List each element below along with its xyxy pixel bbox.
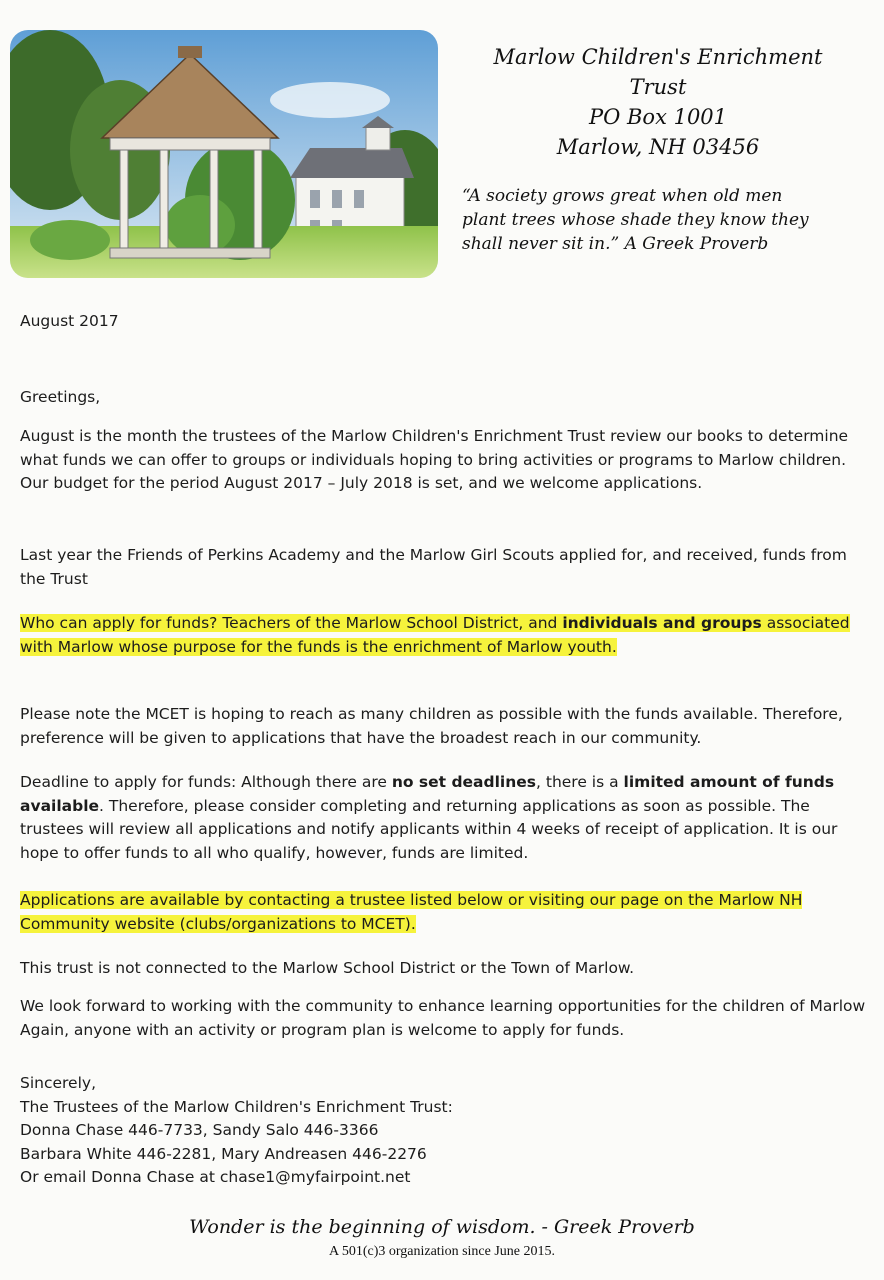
paragraph-preference: Please note the MCET is hoping to reach as many children as possible with the funds available. Therefore, preference will be given to applications that have the broadest reach in our community.	[20, 705, 843, 747]
deadline-emphasis-no-deadline: no set deadlines	[391, 773, 537, 791]
organization-header	[448, 42, 868, 162]
signature-email: Or email Donna Chase at chase1@myfairpoint.net	[20, 1168, 411, 1186]
deadline-text-e: . Therefore, please consider completing and returning applications as soon as possible. The trustees will review all applications and notify applicants within 4 weeks of receipt of application. It is our hope to offer funds to all who qualify, however, funds are limited.	[20, 796, 838, 862]
paragraph-intro: August is the month the trustees of the Marlow Children's Enrichment Trust review our books to determine what funds we can offer to groups or individuals hoping to bring activities or programs to Marlow children. Our budget for the period August 2017 – July 2018 is set, and we welcome applications.	[20, 427, 849, 492]
deadline-text-c: , there is a	[536, 773, 624, 791]
who-can-apply-text-end: associated with Marlow whose purpose for the funds is the enrichment of Marlow youth.	[20, 614, 850, 656]
deadline-text-a: Deadline to apply for funds: Although there are	[20, 773, 392, 791]
footer-motto: Wonder is the beginning of wisdom. - Greek Proverb	[189, 1216, 695, 1238]
header-quote	[462, 184, 872, 256]
paragraph-deadline	[20, 771, 870, 865]
org-name-line2: Trust	[629, 75, 687, 99]
signature-closing: Sincerely,	[20, 1074, 97, 1092]
who-can-apply-emphasis: individuals and groups	[562, 614, 762, 632]
letter-date: August 2017	[20, 312, 119, 330]
paragraph-who-can-apply	[20, 612, 870, 659]
signature-contacts-2: Barbara White 446-2281, Mary Andreasen 446-2276	[20, 1144, 427, 1163]
signature-contacts-1: Donna Chase 446-7733, Sandy Salo 446-3366	[20, 1121, 379, 1139]
paragraph-not-connected: This trust is not connected to the Marlow School District or the Town of Marlow.	[20, 959, 635, 977]
address-line2: Marlow, NH 03456	[556, 135, 760, 159]
paragraph-applications	[20, 889, 870, 936]
quote-line1: “A society grows great when old men	[462, 186, 783, 206]
applications-highlight: Applications are available by contacting a trustee listed below or visiting our page on the Marlow NH Community website (clubs/organizations to MCET).	[20, 891, 803, 933]
quote-line3: shall never sit in.” A Greek Proverb	[462, 234, 769, 254]
paragraph-last-year: Last year the Friends of Perkins Academy and the Marlow Girl Scouts applied for, and received, funds from the Trust	[20, 546, 847, 588]
who-can-apply-text: Who can apply for funds? Teachers of the Marlow School District, and	[20, 614, 563, 632]
footer-note: A 501(c)3 organization since June 2015.	[328, 1244, 556, 1259]
paragraph-closing: We look forward to working with the community to enhance learning opportunities for the children of Marlow Again, anyone with an activity or program plan is welcome to apply for funds.	[20, 997, 866, 1039]
org-name-line1: Marlow Children's Enrichment	[493, 45, 823, 69]
gazebo-illustration	[10, 30, 438, 278]
signature-block	[20, 1072, 870, 1190]
deadline-emphasis-limited-funds: limited amount of funds available	[20, 773, 835, 815]
quote-line2: plant trees whose shade they know they	[462, 210, 809, 230]
address-line1: PO Box 1001	[588, 105, 728, 129]
signature-trustees: The Trustees of the Marlow Children's Enrichment Trust:	[20, 1097, 453, 1116]
letter-greeting: Greetings,	[20, 388, 101, 406]
